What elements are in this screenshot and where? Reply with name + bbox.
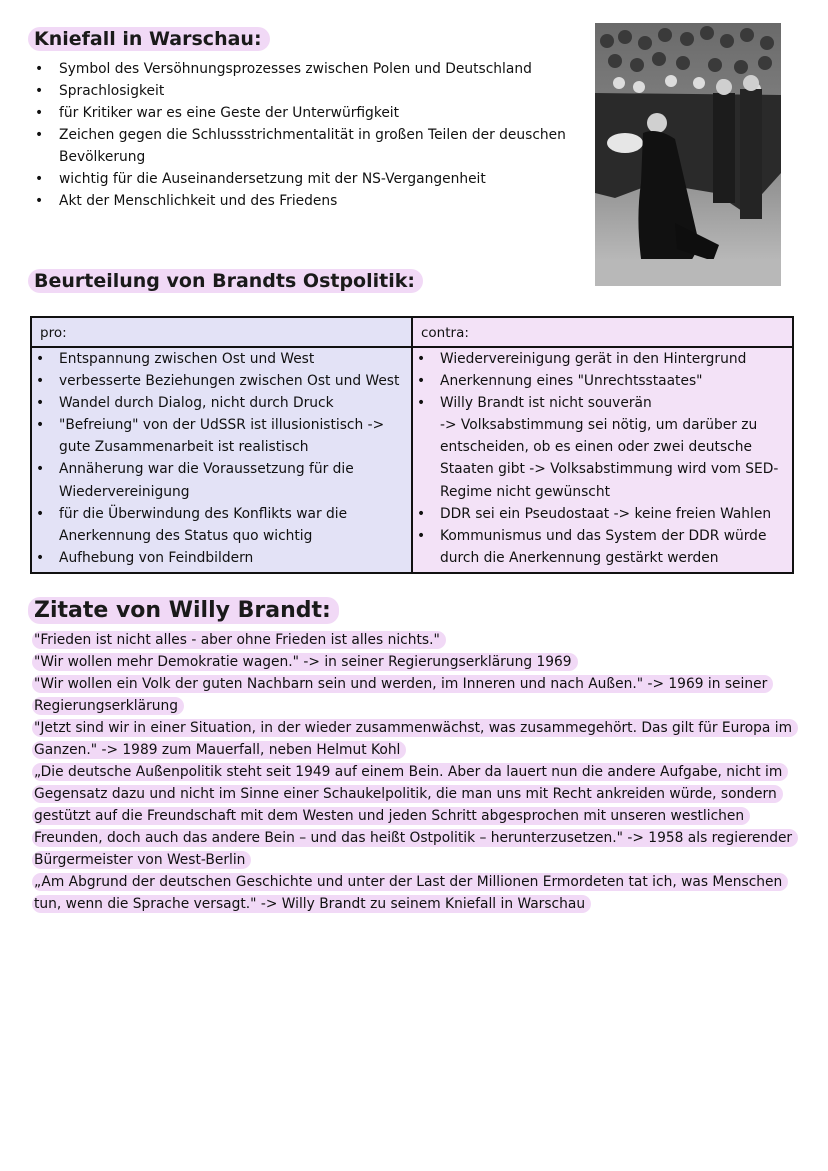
quote: "Jetzt sind wir in einer Situation, in der wieder zusammenwächst, was zusammegehört. Das gilt für Europa im Ganzen." -> 1989 zum Mauerfall, neben Helmut Kohl [32,717,802,761]
quotes-block [32,629,802,915]
list-item: • Sprachlosigkeit [32,80,572,102]
quote: „Die deutsche Außenpolitik steht seit 1949 auf einem Bein. Aber da lauert nun die andere Aufgabe, nicht im Gegensatz dazu und nicht im Sinne einer Schaukelpolitik, die man uns mit Recht ankreiden würde, sondern gestützt auf die Freundschaft mit dem Westen und jeden Schritt abgesprochen mit unseren westlichen Freunden, doch auch das andere Bein – und das heißt Ostpolitik – herunterzusetzen." -> 1958 als regierender Bürgermeister von West-Berlin [32,761,802,871]
list-item: • verbesserte Beziehungen zwischen Ost und West [32,370,411,392]
list-item: • Zeichen gegen die Schlussstrichmentalität in großen Teilen der deuschen Bevölkerung [32,124,572,168]
list-item: • wichtig für die Auseinandersetzung mit der NS-Vergangenheit [32,168,572,190]
list-item: • Symbol des Versöhnungsprozesses zwischen Polen und Deutschland [32,58,572,80]
pro-header: pro: [32,318,411,348]
section-title-ostpolitik: Beurteilung von Brandts Ostpolitik: [28,270,423,292]
list-item: • Anerkennung eines "Unrechtsstaates" [413,370,792,392]
list-item-continuation: -> Volksabstimmung sei nötig, um darüber zu entscheiden, ob es einen oder zwei deutsche Staaten gibt -> Volksabstimmung wird vom SED-Regime nicht gewünscht [440,417,779,500]
contra-column [413,318,792,572]
pro-contra-table [30,316,794,574]
contra-list [413,348,792,569]
list-item: • Wandel durch Dialog, nicht durch Druck [32,392,411,414]
list-item: • "Befreiung" von der UdSSR ist illusionistisch -> gute Zusammenarbeit ist realistisch [32,414,411,458]
quote: "Frieden ist nicht alles - aber ohne Frieden ist alles nichts." [32,629,802,651]
list-item: • für Kritiker war es eine Geste der Unterwürfigkeit [32,102,572,124]
section-title-kniefall: Kniefall in Warschau: [28,28,270,50]
list-item: • Willy Brandt ist nicht souverän [413,392,792,414]
pro-list [32,348,411,569]
list-item: • für die Überwindung des Konflikts war die Anerkennung des Status quo wichtig [32,503,411,547]
quote: "Wir wollen ein Volk der guten Nachbarn sein und werden, im Inneren und nach Außen." -> 1969 in seiner Regierungserklärung [32,673,802,717]
list-item: • Aufhebung von Feindbildern [32,547,411,569]
list-item: • Kommunismus und das System der DDR würde durch die Anerkennung gestärkt werden [413,525,792,569]
list-item: • DDR sei ein Pseudostaat -> keine freien Wahlen [413,503,792,525]
pro-column [32,318,413,572]
contra-header: contra: [413,318,792,348]
list-item: • Annäherung war die Voraussetzung für die Wiedervereinigung [32,458,411,502]
quote: "Wir wollen mehr Demokratie wagen." -> in seiner Regierungserklärung 1969 [32,651,802,673]
quote: „Am Abgrund der deutschen Geschichte und unter der Last der Millionen Ermordeten tat ich, was Menschen tun, wenn die Sprache versagt." -> Willy Brandt zu seinem Kniefall in Warschau [32,871,802,915]
list-item: • Akt der Menschlichkeit und des Friedens [32,190,572,212]
list-item: • Wiedervereinigung gerät in den Hintergrund [413,348,792,370]
kniefall-photo [595,23,781,286]
kniefall-list [32,58,572,212]
section-title-zitate: Zitate von Willy Brandt: [28,598,339,623]
list-item: • Entspannung zwischen Ost und West [32,348,411,370]
